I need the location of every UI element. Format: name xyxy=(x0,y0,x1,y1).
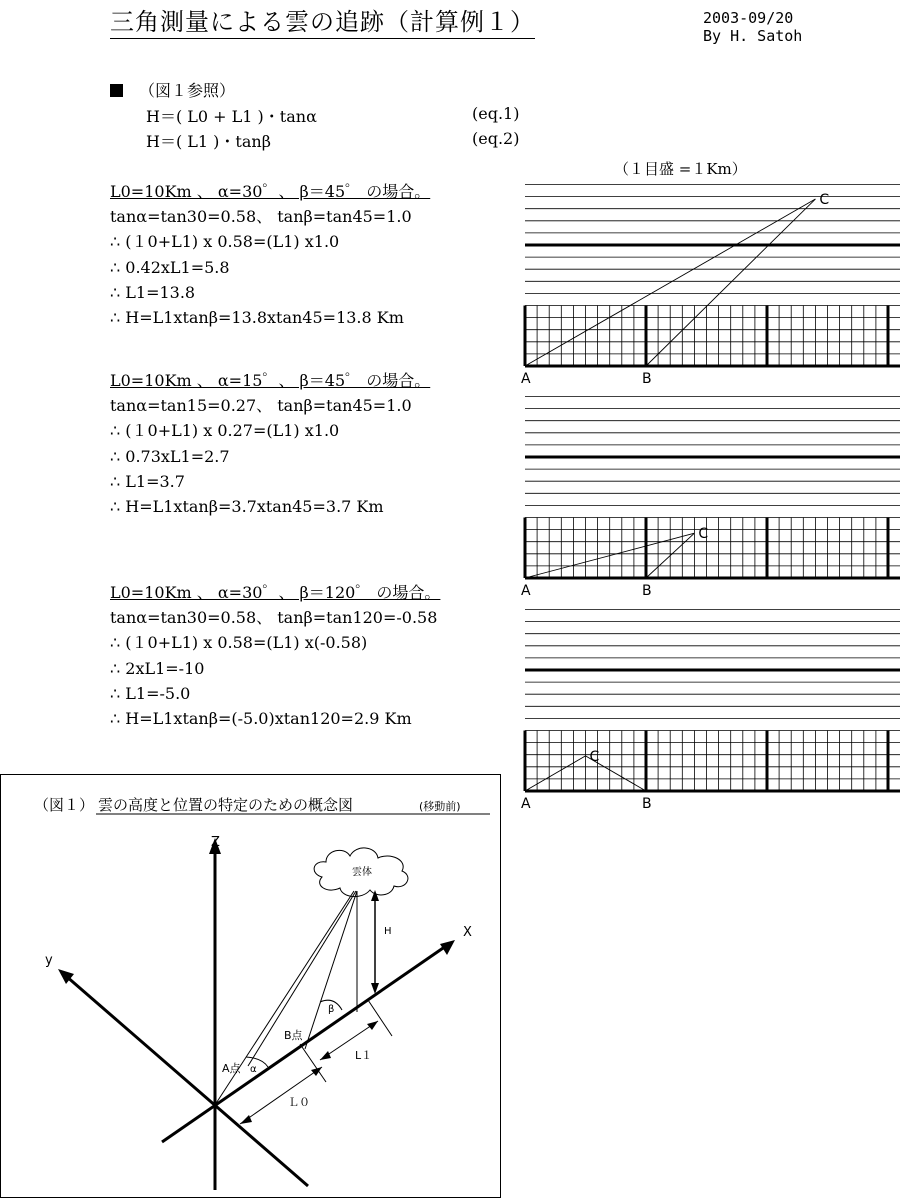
l1-label: L１ xyxy=(355,1049,373,1062)
point-b-label: B xyxy=(642,371,652,387)
height-label: H xyxy=(384,926,392,937)
x-axis-label: X xyxy=(463,925,472,940)
sight-line-from-a xyxy=(525,756,586,791)
l1-arrow-left-icon xyxy=(320,1051,331,1060)
l1-tick-right xyxy=(368,1000,392,1036)
equation-1: H＝( L0 + L1 )・tanα xyxy=(146,107,317,126)
cloud-label: 雲体 xyxy=(352,867,372,878)
sight-line-outer xyxy=(213,891,354,1108)
figure-1-title: 雲の高度と位置の特定のための概念図 xyxy=(98,796,354,814)
page-title: 三角測量による雲の追跡（計算例１） xyxy=(110,2,535,39)
case-2-line: ∴ 0.73xL1=2.7 xyxy=(110,446,230,466)
scale-note: （１目盛 =１Km） xyxy=(614,160,747,178)
equation-1-label: (eq.1) xyxy=(472,104,520,123)
case-2-line: ∴ H=L1xtanβ=3.7xtan45=3.7 Km xyxy=(110,497,384,517)
reference-text: （図１参照） xyxy=(139,81,236,100)
l0-label: Ｌ０ xyxy=(288,1096,310,1109)
figure-1-caption: （図１） xyxy=(34,796,95,814)
date-text: 2003-09/20 xyxy=(703,9,794,27)
point-b-label: B点 xyxy=(284,1029,303,1042)
point-a-label: A xyxy=(521,583,531,599)
case-2-line: ∴ L1=3.7 xyxy=(110,471,185,491)
case-1-heading: L0=10Km 、 α=30゜、 β＝45゜ の場合。 xyxy=(110,182,431,201)
alpha-label: α xyxy=(250,1064,257,1075)
point-a-label: A点 xyxy=(222,1062,241,1075)
case-1-line: ∴ (１0+L1) x 0.58=(L1) x1.0 xyxy=(110,232,340,252)
point-c-label: C xyxy=(589,748,600,765)
point-a-label: A xyxy=(521,796,531,812)
case-1-line: ∴ L1=13.8 xyxy=(110,282,196,302)
case-3-line: ∴ H=L1xtanβ=(-5.0)xtan120=2.9 Km xyxy=(110,709,412,729)
point-b-label: B xyxy=(642,796,652,812)
l1-arrow-right-icon xyxy=(367,1021,378,1030)
case-3-line: ∴ L1=-5.0 xyxy=(110,683,191,703)
figure-1-diagram xyxy=(0,774,501,1198)
point-c-label: C xyxy=(698,526,709,543)
case-1-line: tanα=tan30=0.58、 tanβ=tan45=1.0 xyxy=(110,207,412,227)
point-c-label: C xyxy=(819,192,830,209)
y-axis xyxy=(66,976,308,1186)
l1-tick-left xyxy=(300,1044,326,1082)
author-text: By H. Satoh xyxy=(703,27,803,45)
case-3-heading: L0=10Km 、 α=30゜、 β＝120゜ の場合。 xyxy=(110,583,441,602)
x-axis-arrow-icon xyxy=(440,940,455,955)
case-1-line: ∴ H=L1xtanβ=13.8xtan45=13.8 Km xyxy=(110,308,404,328)
case-2-heading: L0=10Km 、 α=15゜、 β＝45゜ の場合。 xyxy=(110,371,431,390)
case-2-line: ∴ (１0+L1) x 0.27=(L1) x1.0 xyxy=(110,421,340,441)
case-2-line: tanα=tan15=0.27、 tanβ=tan45=1.0 xyxy=(110,396,412,416)
case-3-line: ∴ 2xL1=-10 xyxy=(110,658,205,678)
figure-1-note: (移動前) xyxy=(419,800,461,813)
case-1-line: ∴ 0.42xL1=5.8 xyxy=(110,257,230,277)
case-3-line: tanα=tan30=0.58、 tanβ=tan120=-0.58 xyxy=(110,608,438,628)
point-b-label: B xyxy=(642,583,652,599)
z-axis-label: Z xyxy=(211,835,220,850)
case-3-line: ∴ (１0+L1) x 0.58=(L1) x(-0.58) xyxy=(110,633,368,653)
equation-2: H＝( L1 )・tanβ xyxy=(146,132,271,151)
y-axis-label: y xyxy=(45,953,53,968)
point-a-label: A xyxy=(521,371,531,387)
equation-2-label: (eq.2) xyxy=(472,129,520,148)
beta-label: β xyxy=(328,1004,335,1015)
